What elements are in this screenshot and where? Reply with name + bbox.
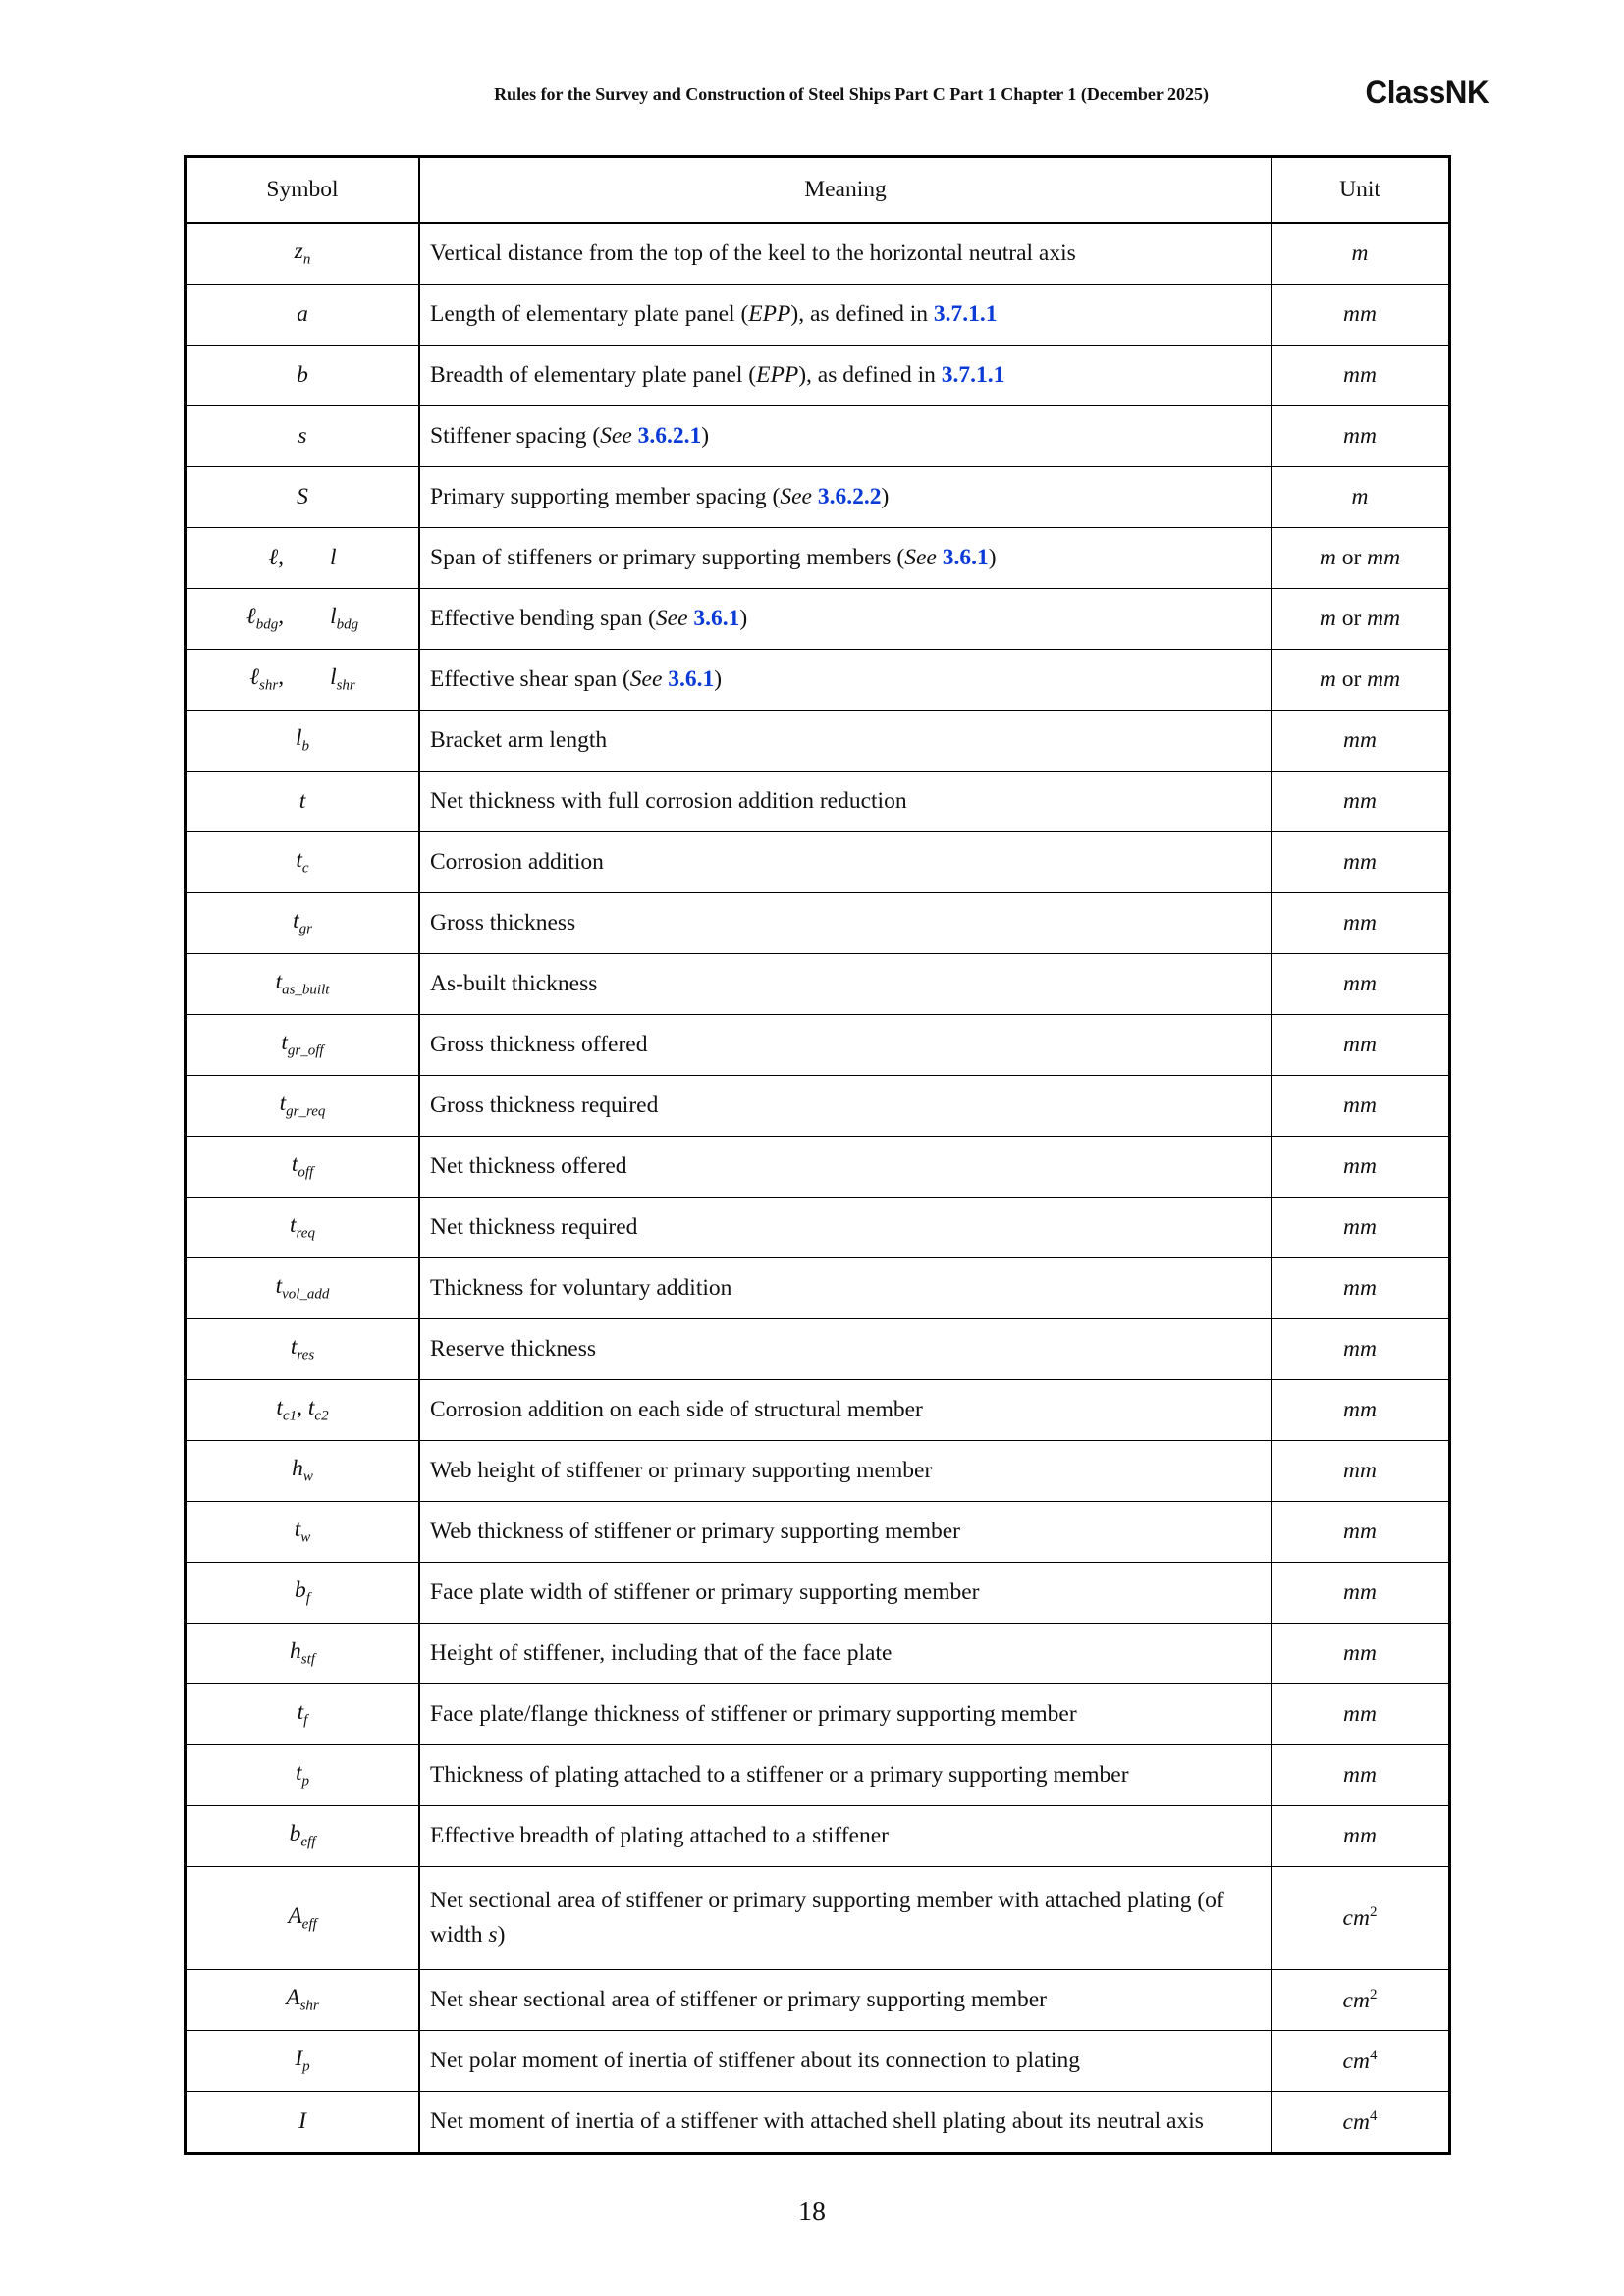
table-row <box>186 1441 1450 1502</box>
symbol-cell <box>186 832 420 893</box>
unit-text: mm <box>1343 1032 1377 1057</box>
meaning-text: Thickness for voluntary addition <box>430 1274 732 1301</box>
unit-cell <box>1272 1076 1450 1137</box>
symbol-text-2: , l <box>278 665 337 691</box>
meaning-text: Face plate width of stiffener or primary supporting member <box>430 1578 980 1605</box>
symbol-text: I <box>295 2046 303 2072</box>
meaning-cell <box>419 1076 1272 1137</box>
table-row <box>186 1684 1450 1745</box>
meaning-cell <box>419 711 1272 772</box>
symbol-subscript: as_built <box>282 982 330 998</box>
unit-text: m <box>1319 545 1336 570</box>
meaning-text: Net thickness with full corrosion addition reduction <box>430 787 907 814</box>
symbol-text: t <box>294 1517 301 1543</box>
symbol-text: t <box>297 1699 304 1726</box>
symbol-cell <box>186 650 420 711</box>
meaning-cell <box>419 1137 1272 1198</box>
unit-text: mm <box>1343 910 1377 935</box>
unit-cell <box>1272 2031 1450 2092</box>
table-row <box>186 711 1450 772</box>
unit-cell <box>1272 893 1450 954</box>
unit-text: mm <box>1343 362 1377 388</box>
page-number: 18 <box>798 2197 826 2227</box>
table-row <box>186 832 1450 893</box>
unit-exponent: 4 <box>1369 2108 1378 2124</box>
meaning-cell <box>419 1563 1272 1624</box>
section-reference: 3.6.2.2 <box>817 483 882 509</box>
unit-text: cm <box>1342 1987 1370 2013</box>
meaning-cell <box>419 1441 1272 1502</box>
unit-text: mm <box>1343 1458 1377 1483</box>
table-row <box>186 1380 1450 1441</box>
symbol-subscript: n <box>302 251 311 268</box>
meaning-text: Face plate/flange thickness of stiffener or primary supporting member <box>430 1700 1077 1727</box>
meaning-text-after: ) <box>714 666 723 692</box>
meaning-text: Length of elementary plate panel ( <box>430 300 749 327</box>
meaning-cell <box>419 1867 1272 1970</box>
unit-cell <box>1272 1319 1450 1380</box>
meaning-cell <box>419 954 1272 1015</box>
symbol-subscript: eff <box>301 1916 317 1933</box>
symbol-cell <box>186 589 420 650</box>
symbol-cell <box>186 1076 420 1137</box>
meaning-cell <box>419 1970 1272 2031</box>
table-row <box>186 589 1450 650</box>
unit-text: mm <box>1343 788 1377 814</box>
column-header-unit: Unit <box>1272 157 1450 224</box>
unit-or: or <box>1335 545 1368 570</box>
unit-cell <box>1272 772 1450 832</box>
meaning-text-after: ) <box>988 544 997 570</box>
symbol-cell <box>186 223 420 285</box>
symbol-cell <box>186 346 420 406</box>
symbol-table <box>184 155 1451 2155</box>
symbol-text: h <box>290 1638 301 1665</box>
unit-cell <box>1272 2092 1450 2154</box>
symbol-cell <box>186 1745 420 1806</box>
unit-cell <box>1272 1015 1450 1076</box>
symbol-text-2: , l <box>278 604 337 630</box>
document-title: Rules for the Survey and Construction of Steel Ships Part C Part 1 Chapter 1 (December 2025) <box>494 84 1209 104</box>
meaning-text: Effective shear span ( <box>430 666 630 692</box>
meaning-cell <box>419 1380 1272 1441</box>
meaning-text: Net shear sectional area of stiffener or primary supporting member <box>430 1986 1047 2012</box>
unit-cell <box>1272 346 1450 406</box>
symbol-cell <box>186 1258 420 1319</box>
meaning-italic: See <box>629 666 663 692</box>
symbol-text: ℓ <box>245 604 256 630</box>
table-row <box>186 346 1450 406</box>
unit-cell <box>1272 1198 1450 1258</box>
symbol-text: S <box>297 484 308 509</box>
meaning-cell <box>419 1684 1272 1745</box>
symbol-text: A <box>288 1902 302 1929</box>
unit-cell <box>1272 1380 1450 1441</box>
unit-text: mm <box>1343 1579 1377 1605</box>
unit-cell <box>1272 650 1450 711</box>
symbol-subscript: b <box>301 738 310 755</box>
unit-text: cm <box>1342 2048 1370 2074</box>
meaning-cell <box>419 772 1272 832</box>
symbol-text: l <box>295 725 302 752</box>
meaning-cell <box>419 346 1272 406</box>
unit-exponent: 2 <box>1369 1986 1378 2002</box>
symbol-text: I <box>298 2109 306 2134</box>
symbol-cell <box>186 1806 420 1867</box>
symbol-cell <box>186 528 420 589</box>
meaning-text-mid: ) <box>497 1922 506 1948</box>
meaning-cell <box>419 650 1272 711</box>
symbol-subscript: p <box>301 1773 310 1789</box>
meaning-cell <box>419 589 1272 650</box>
symbol-subscript-2: c2 <box>314 1408 329 1424</box>
symbol-text: ℓ, l <box>268 545 337 570</box>
symbol-text: A <box>286 1985 300 2011</box>
symbol-subscript: bdg <box>255 616 279 633</box>
unit-cell <box>1272 1441 1450 1502</box>
symbol-subscript: gr_req <box>286 1103 326 1120</box>
meaning-text: Primary supporting member spacing ( <box>430 483 781 509</box>
unit-cell <box>1272 1258 1450 1319</box>
section-reference: 3.7.1.1 <box>941 361 1005 388</box>
symbol-cell <box>186 1137 420 1198</box>
symbol-text: t <box>295 1760 302 1787</box>
unit-cell <box>1272 528 1450 589</box>
meaning-text-after: ) <box>701 422 710 449</box>
meaning-text-mid: ), as defined in <box>798 361 942 388</box>
symbol-subscript: f <box>305 1590 310 1607</box>
table-row <box>186 772 1450 832</box>
column-header-symbol: Symbol <box>186 157 420 224</box>
symbol-text: t <box>290 1334 298 1361</box>
unit-text: mm <box>1343 1823 1377 1848</box>
unit-cell <box>1272 1137 1450 1198</box>
unit-text: mm <box>1343 1519 1377 1544</box>
symbol-cell <box>186 1380 420 1441</box>
symbol-subscript: res <box>297 1347 315 1363</box>
symbol-cell <box>186 1015 420 1076</box>
table-row <box>186 1198 1450 1258</box>
symbol-cell <box>186 1624 420 1684</box>
unit-cell <box>1272 223 1450 285</box>
unit-cell <box>1272 1806 1450 1867</box>
symbol-text: h <box>292 1456 303 1482</box>
table-row <box>186 1745 1450 1806</box>
meaning-text: Web height of stiffener or primary supporting member <box>430 1457 933 1483</box>
meaning-text: As-built thickness <box>430 970 598 996</box>
unit-cell <box>1272 589 1450 650</box>
meaning-cell <box>419 893 1272 954</box>
symbol-subscript: c <box>301 860 309 877</box>
unit-text: m <box>1319 606 1336 631</box>
unit-cell <box>1272 1563 1450 1624</box>
meaning-text: Stiffener spacing ( <box>430 422 601 449</box>
unit-text: mm <box>1343 1153 1377 1179</box>
page-header <box>183 75 1489 114</box>
symbol-text: z <box>294 239 303 265</box>
table-row <box>186 2031 1450 2092</box>
meaning-cell <box>419 832 1272 893</box>
unit-text-2: mm <box>1367 606 1401 631</box>
meaning-text: Breadth of elementary plate panel ( <box>430 361 757 388</box>
symbol-text: t <box>293 908 299 934</box>
meaning-text-after: ) <box>881 483 890 509</box>
unit-text: mm <box>1343 1701 1377 1727</box>
meaning-text: Gross thickness required <box>430 1092 659 1118</box>
symbol-subscript: c1 <box>282 1408 298 1424</box>
symbol-cell <box>186 1684 420 1745</box>
unit-text: mm <box>1343 301 1377 327</box>
symbol-subscript: w <box>300 1529 311 1546</box>
meaning-text: Reserve thickness <box>430 1335 597 1362</box>
unit-cell <box>1272 1970 1450 2031</box>
symbol-cell <box>186 1319 420 1380</box>
symbol-cell <box>186 467 420 528</box>
meaning-cell <box>419 528 1272 589</box>
symbol-text: a <box>297 301 308 327</box>
symbol-text: t <box>290 1212 297 1239</box>
meaning-italic: s <box>488 1922 498 1948</box>
meaning-cell <box>419 1015 1272 1076</box>
unit-text: mm <box>1343 1336 1377 1362</box>
unit-text: mm <box>1343 1762 1377 1788</box>
meaning-italic: See <box>904 544 937 570</box>
table-row <box>186 285 1450 346</box>
meaning-text: Thickness of plating attached to a stiffener or a primary supporting member <box>430 1761 1129 1788</box>
section-reference: 3.7.1.1 <box>933 300 998 327</box>
unit-text: m <box>1351 484 1369 509</box>
table-row <box>186 406 1450 467</box>
meaning-cell <box>419 2031 1272 2092</box>
meaning-text: Corrosion addition on each side of structural member <box>430 1396 923 1422</box>
symbol-text: t <box>276 1395 283 1421</box>
symbol-text: b <box>295 1577 306 1604</box>
unit-cell <box>1272 711 1450 772</box>
symbol-subscript: eff <box>300 1834 316 1850</box>
table-row <box>186 1319 1450 1380</box>
meaning-text: Height of stiffener, including that of the face plate <box>430 1639 893 1666</box>
table-row <box>186 1502 1450 1563</box>
table-row <box>186 1806 1450 1867</box>
column-header-meaning: Meaning <box>419 157 1272 224</box>
meaning-italic: EPP <box>748 300 791 327</box>
meaning-text-after: ) <box>739 605 748 631</box>
unit-cell <box>1272 1502 1450 1563</box>
unit-text: mm <box>1343 1093 1377 1118</box>
table-row <box>186 528 1450 589</box>
meaning-text: Net moment of inertia of a stiffener with attached shell plating about its neutral axis <box>430 2108 1204 2134</box>
symbol-cell <box>186 406 420 467</box>
table-row <box>186 650 1450 711</box>
meaning-italic: See <box>600 422 632 449</box>
unit-cell <box>1272 1867 1450 1970</box>
meaning-cell <box>419 467 1272 528</box>
meaning-cell <box>419 285 1272 346</box>
symbol-cell <box>186 1563 420 1624</box>
meaning-text: Vertical distance from the top of the keel to the horizontal neutral axis <box>430 240 1076 266</box>
unit-text: cm <box>1342 2109 1370 2135</box>
table-row <box>186 1015 1450 1076</box>
symbol-text: t <box>296 847 302 874</box>
symbol-cell <box>186 1502 420 1563</box>
unit-text: mm <box>1343 423 1377 449</box>
unit-text: mm <box>1343 1275 1377 1301</box>
symbol-cell <box>186 893 420 954</box>
classnk-logo: ClassNK <box>1365 75 1489 110</box>
symbol-subscript: gr_off <box>287 1042 324 1059</box>
meaning-text: Gross thickness <box>430 909 576 935</box>
table-row <box>186 1970 1450 2031</box>
symbol-text: t <box>298 788 306 814</box>
meaning-text: Net thickness offered <box>430 1152 627 1179</box>
meaning-text: Net polar moment of inertia of stiffener about its connection to plating <box>430 2047 1080 2073</box>
unit-text-2: mm <box>1367 545 1401 570</box>
table-row <box>186 1137 1450 1198</box>
unit-cell <box>1272 1684 1450 1745</box>
table-header-row <box>186 157 1450 224</box>
meaning-text: Net thickness required <box>430 1213 638 1240</box>
unit-text: mm <box>1343 849 1377 875</box>
meaning-cell <box>419 1745 1272 1806</box>
table-row <box>186 1867 1450 1970</box>
unit-exponent: 4 <box>1369 2047 1378 2063</box>
symbol-cell <box>186 711 420 772</box>
meaning-cell <box>419 1502 1272 1563</box>
table-row <box>186 1258 1450 1319</box>
symbol-subscript-2: bdg <box>336 616 359 633</box>
unit-exponent: 2 <box>1369 1904 1378 1921</box>
unit-text: mm <box>1343 727 1377 753</box>
symbol-cell <box>186 285 420 346</box>
symbol-subscript: p <box>302 2058 310 2075</box>
symbol-text: t <box>275 1273 283 1300</box>
symbol-cell <box>186 1970 420 2031</box>
meaning-cell <box>419 1624 1272 1684</box>
unit-text: mm <box>1343 1640 1377 1666</box>
symbol-subscript-2: shr <box>336 677 355 694</box>
meaning-italic: EPP <box>756 361 799 388</box>
symbol-text: t <box>275 969 283 995</box>
symbol-subscript: shr <box>299 1998 319 2014</box>
symbol-text: t <box>279 1091 287 1117</box>
meaning-cell <box>419 406 1272 467</box>
unit-or: or <box>1335 667 1368 692</box>
symbol-text: t <box>291 1151 298 1178</box>
unit-cell <box>1272 467 1450 528</box>
symbol-text: s <box>298 423 307 449</box>
symbol-text: b <box>297 362 308 388</box>
symbol-subscript: stf <box>300 1651 315 1668</box>
table-row <box>186 1624 1450 1684</box>
unit-text: m <box>1351 240 1369 266</box>
meaning-text: Effective breadth of plating attached to a stiffener <box>430 1822 889 1848</box>
meaning-text: Bracket arm length <box>430 726 608 753</box>
meaning-text-mid: ), as defined in <box>790 300 934 327</box>
table-row <box>186 954 1450 1015</box>
meaning-cell <box>419 1319 1272 1380</box>
table-row <box>186 2092 1450 2154</box>
meaning-cell <box>419 1198 1272 1258</box>
unit-cell <box>1272 954 1450 1015</box>
meaning-text: Corrosion addition <box>430 848 604 875</box>
unit-text: m <box>1319 667 1336 692</box>
symbol-subscript: req <box>296 1225 315 1242</box>
meaning-italic: See <box>655 605 688 631</box>
unit-text: mm <box>1343 1397 1377 1422</box>
table-row <box>186 223 1450 285</box>
symbol-cell <box>186 772 420 832</box>
unit-cell <box>1272 285 1450 346</box>
table-row <box>186 1563 1450 1624</box>
meaning-text: Effective bending span ( <box>430 605 656 631</box>
unit-text: cm <box>1342 1904 1370 1931</box>
unit-cell <box>1272 1624 1450 1684</box>
symbol-text: b <box>289 1821 301 1847</box>
meaning-cell <box>419 1806 1272 1867</box>
section-reference: 3.6.1 <box>693 605 740 631</box>
symbol-subscript: gr <box>298 921 312 937</box>
table-row <box>186 1076 1450 1137</box>
meaning-cell <box>419 2092 1272 2154</box>
unit-or: or <box>1335 606 1368 631</box>
symbol-cell <box>186 2092 420 2154</box>
meaning-italic: See <box>780 483 812 509</box>
meaning-text: Net sectional area of stiffener or primary supporting member with attached plating (of width <box>430 1887 1224 1948</box>
meaning-cell <box>419 223 1272 285</box>
table-row <box>186 467 1450 528</box>
section-reference: 3.6.1 <box>668 666 715 692</box>
symbol-text: t <box>281 1030 288 1056</box>
unit-text: mm <box>1343 1214 1377 1240</box>
meaning-cell <box>419 1258 1272 1319</box>
section-reference: 3.6.1 <box>942 544 989 570</box>
table-row <box>186 893 1450 954</box>
symbol-cell <box>186 1441 420 1502</box>
symbol-subscript: w <box>302 1468 313 1485</box>
symbol-text: ℓ <box>249 665 259 691</box>
meaning-text: Gross thickness offered <box>430 1031 648 1057</box>
unit-cell <box>1272 832 1450 893</box>
symbol-cell <box>186 2031 420 2092</box>
meaning-text: Span of stiffeners or primary supporting members ( <box>430 544 905 570</box>
symbol-cell <box>186 954 420 1015</box>
unit-cell <box>1272 1745 1450 1806</box>
unit-text: mm <box>1343 971 1377 996</box>
symbol-cell <box>186 1867 420 1970</box>
section-reference: 3.6.2.1 <box>637 422 702 449</box>
symbol-cell <box>186 1198 420 1258</box>
meaning-text: Web thickness of stiffener or primary supporting member <box>430 1518 960 1544</box>
symbol-subscript: f <box>303 1712 308 1729</box>
symbol-subscript: vol_add <box>282 1286 330 1303</box>
symbol-subscript: off <box>298 1164 314 1181</box>
table-body <box>186 223 1450 2154</box>
unit-text-2: mm <box>1367 667 1401 692</box>
symbol-text-2: , t <box>297 1395 315 1421</box>
unit-cell <box>1272 406 1450 467</box>
symbol-subscript: shr <box>259 677 279 694</box>
